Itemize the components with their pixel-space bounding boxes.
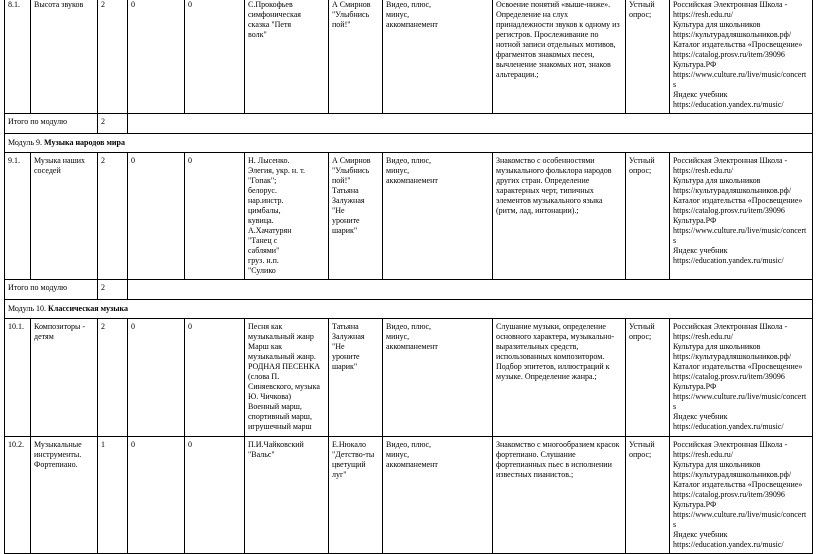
practice-cell: 0 xyxy=(185,153,245,280)
resources-cell: Российская Электронная Школа - https://resh.edu.ru/ Культура для школьников https://культурадляшкольников.рф/ Каталог издательства «Просвещение» https://catalog.prosv.ru/item/39096 Культура.РФ https://www.culture.ru/live/music/concerts Яндекс учебник https://education.yandex.ru/music/ xyxy=(670,319,813,437)
table-row xyxy=(5,437,813,554)
total-value: 2 xyxy=(98,280,128,300)
module-prefix: Модуль 10. xyxy=(8,304,47,313)
topic-cell: Музыка наших соседей xyxy=(31,153,98,280)
activity-cell: Знакомство с многообразием красок фортепиано. Слушание фортепианных пьес в исполнении известных пианистов.; xyxy=(493,437,626,554)
total-label: Итого по модулю xyxy=(5,280,98,300)
hours-cell: 2 xyxy=(98,319,128,437)
curriculum-table xyxy=(4,0,813,554)
listening-cell: Н. Лысенко. Элегия, укр. н. т. "Гопак"; белорус. нар.инстр. цимбалы, кувица. А.Хачатурян "Танец с саблями" груз. н.п. "Сулико xyxy=(245,153,329,280)
table-row xyxy=(5,0,813,114)
singing-cell: Татьяна Залужная "Не уроните шарик" xyxy=(329,319,383,437)
form-cell: Устный опрос; xyxy=(626,319,670,437)
total-label: Итого по модулю xyxy=(5,114,98,134)
practice-cell: 0 xyxy=(185,319,245,437)
control-cell: 0 xyxy=(128,437,185,554)
table-row xyxy=(5,319,813,437)
topic-cell: Музыкальные инструменты. Фортепиано. xyxy=(31,437,98,554)
playing-cell: Видео, плюс, минус, аккомпанемент xyxy=(383,319,493,437)
module-heading xyxy=(5,300,813,319)
module-total-row xyxy=(5,280,813,300)
activity-cell: Знакомство с особенностями музыкального фольклора народов других стран. Определение характерных черт, типичных элементов музыкального языка (ритм, лад, интонации).; xyxy=(493,153,626,280)
playing-cell: Видео, плюс, минус, аккомпанемент xyxy=(383,0,493,114)
row-number: 9.1. xyxy=(5,153,31,280)
control-cell: 0 xyxy=(128,153,185,280)
activity-cell: Слушание музыки, определение основного характера, музыкально- выразительных средств, использованных композитором. Подбор эпитетов, иллюстраций к музыке. Определение жанра.; xyxy=(493,319,626,437)
hours-cell: 2 xyxy=(98,153,128,280)
module-header-row xyxy=(5,134,813,153)
topic-cell: Композиторы - детям xyxy=(31,319,98,437)
singing-cell: А Смирнов "Улыбнись пой!" xyxy=(329,0,383,114)
table-row xyxy=(5,153,813,280)
listening-cell: Песня как музыкальный жанр Марш как музыкальный жанр. РОДНАЯ ПЕСЕНКА (слова П. Синяевского, музыка Ю. Чичкова) Военный марш, спортивный марш, игрушечный марш xyxy=(245,319,329,437)
module-heading xyxy=(5,134,813,153)
listening-cell: С.Прокофьев симфоническая сказка "Петя волк" xyxy=(245,0,329,114)
total-value: 2 xyxy=(98,114,128,134)
hours-cell: 2 xyxy=(98,0,128,114)
module-prefix: Модуль 9. xyxy=(8,138,43,147)
activity-cell: Освоение понятий «выше-ниже». Определение на слух принадлежности звуков к одному из регистров. Прослеживание по нотной записи отдельных мотивов, фрагментов знакомых песен, вычленение знакомых нот, знаков альтерации.; xyxy=(493,0,626,114)
row-number: 10.1. xyxy=(5,319,31,437)
practice-cell: 0 xyxy=(185,0,245,114)
total-empty xyxy=(128,280,813,300)
listening-cell: П.И.Чайковский "Вальс" xyxy=(245,437,329,554)
topic-cell: Высота звуков xyxy=(31,0,98,114)
hours-cell: 1 xyxy=(98,437,128,554)
form-cell: Устный опрос; xyxy=(626,437,670,554)
row-number: 10.2. xyxy=(5,437,31,554)
practice-cell: 0 xyxy=(185,437,245,554)
resources-cell: Российская Электронная Школа - https://resh.edu.ru/ Культура для школьников https://культурадляшкольников.рф/ Каталог издательства «Просвещение» https://catalog.prosv.ru/item/39096 Культура.РФ https://www.culture.ru/live/music/concerts Яндекс учебник https://education.yandex.ru/music/ xyxy=(670,0,813,114)
playing-cell: Видео, плюс, минус, аккомпанемент xyxy=(383,437,493,554)
singing-cell: Е.Нюкало "Детство-ты цветущий луг" xyxy=(329,437,383,554)
module-header-row xyxy=(5,300,813,319)
total-empty xyxy=(128,114,813,134)
control-cell: 0 xyxy=(128,0,185,114)
singing-cell: А Смирнов "Улыбнись пой!" Татьяна Залужная "Не уроните шарик" xyxy=(329,153,383,280)
module-title: Музыка народов мира xyxy=(44,138,125,147)
playing-cell: Видео, плюс, минус, аккомпанемент xyxy=(383,153,493,280)
row-number: 8.1. xyxy=(5,0,31,114)
module-total-row xyxy=(5,114,813,134)
module-title: Классическая музыка xyxy=(48,304,128,313)
control-cell: 0 xyxy=(128,319,185,437)
resources-cell: Российская Электронная Школа - https://resh.edu.ru/ Культура для школьников https://культурадляшкольников.рф/ Каталог издательства «Просвещение» https://catalog.prosv.ru/item/39096 Культура.РФ https://www.culture.ru/live/music/concerts Яндекс учебник https://education.yandex.ru/music/ xyxy=(670,437,813,554)
resources-cell: Российская Электронная Школа - https://resh.edu.ru/ Культура для школьников https://культурадляшкольников.рф/ Каталог издательства «Просвещение» https://catalog.prosv.ru/item/39096 Культура.РФ https://www.culture.ru/live/music/concerts Яндекс учебник https://education.yandex.ru/music/ xyxy=(670,153,813,280)
form-cell: Устный опрос; xyxy=(626,153,670,280)
form-cell: Устный опрос; xyxy=(626,0,670,114)
